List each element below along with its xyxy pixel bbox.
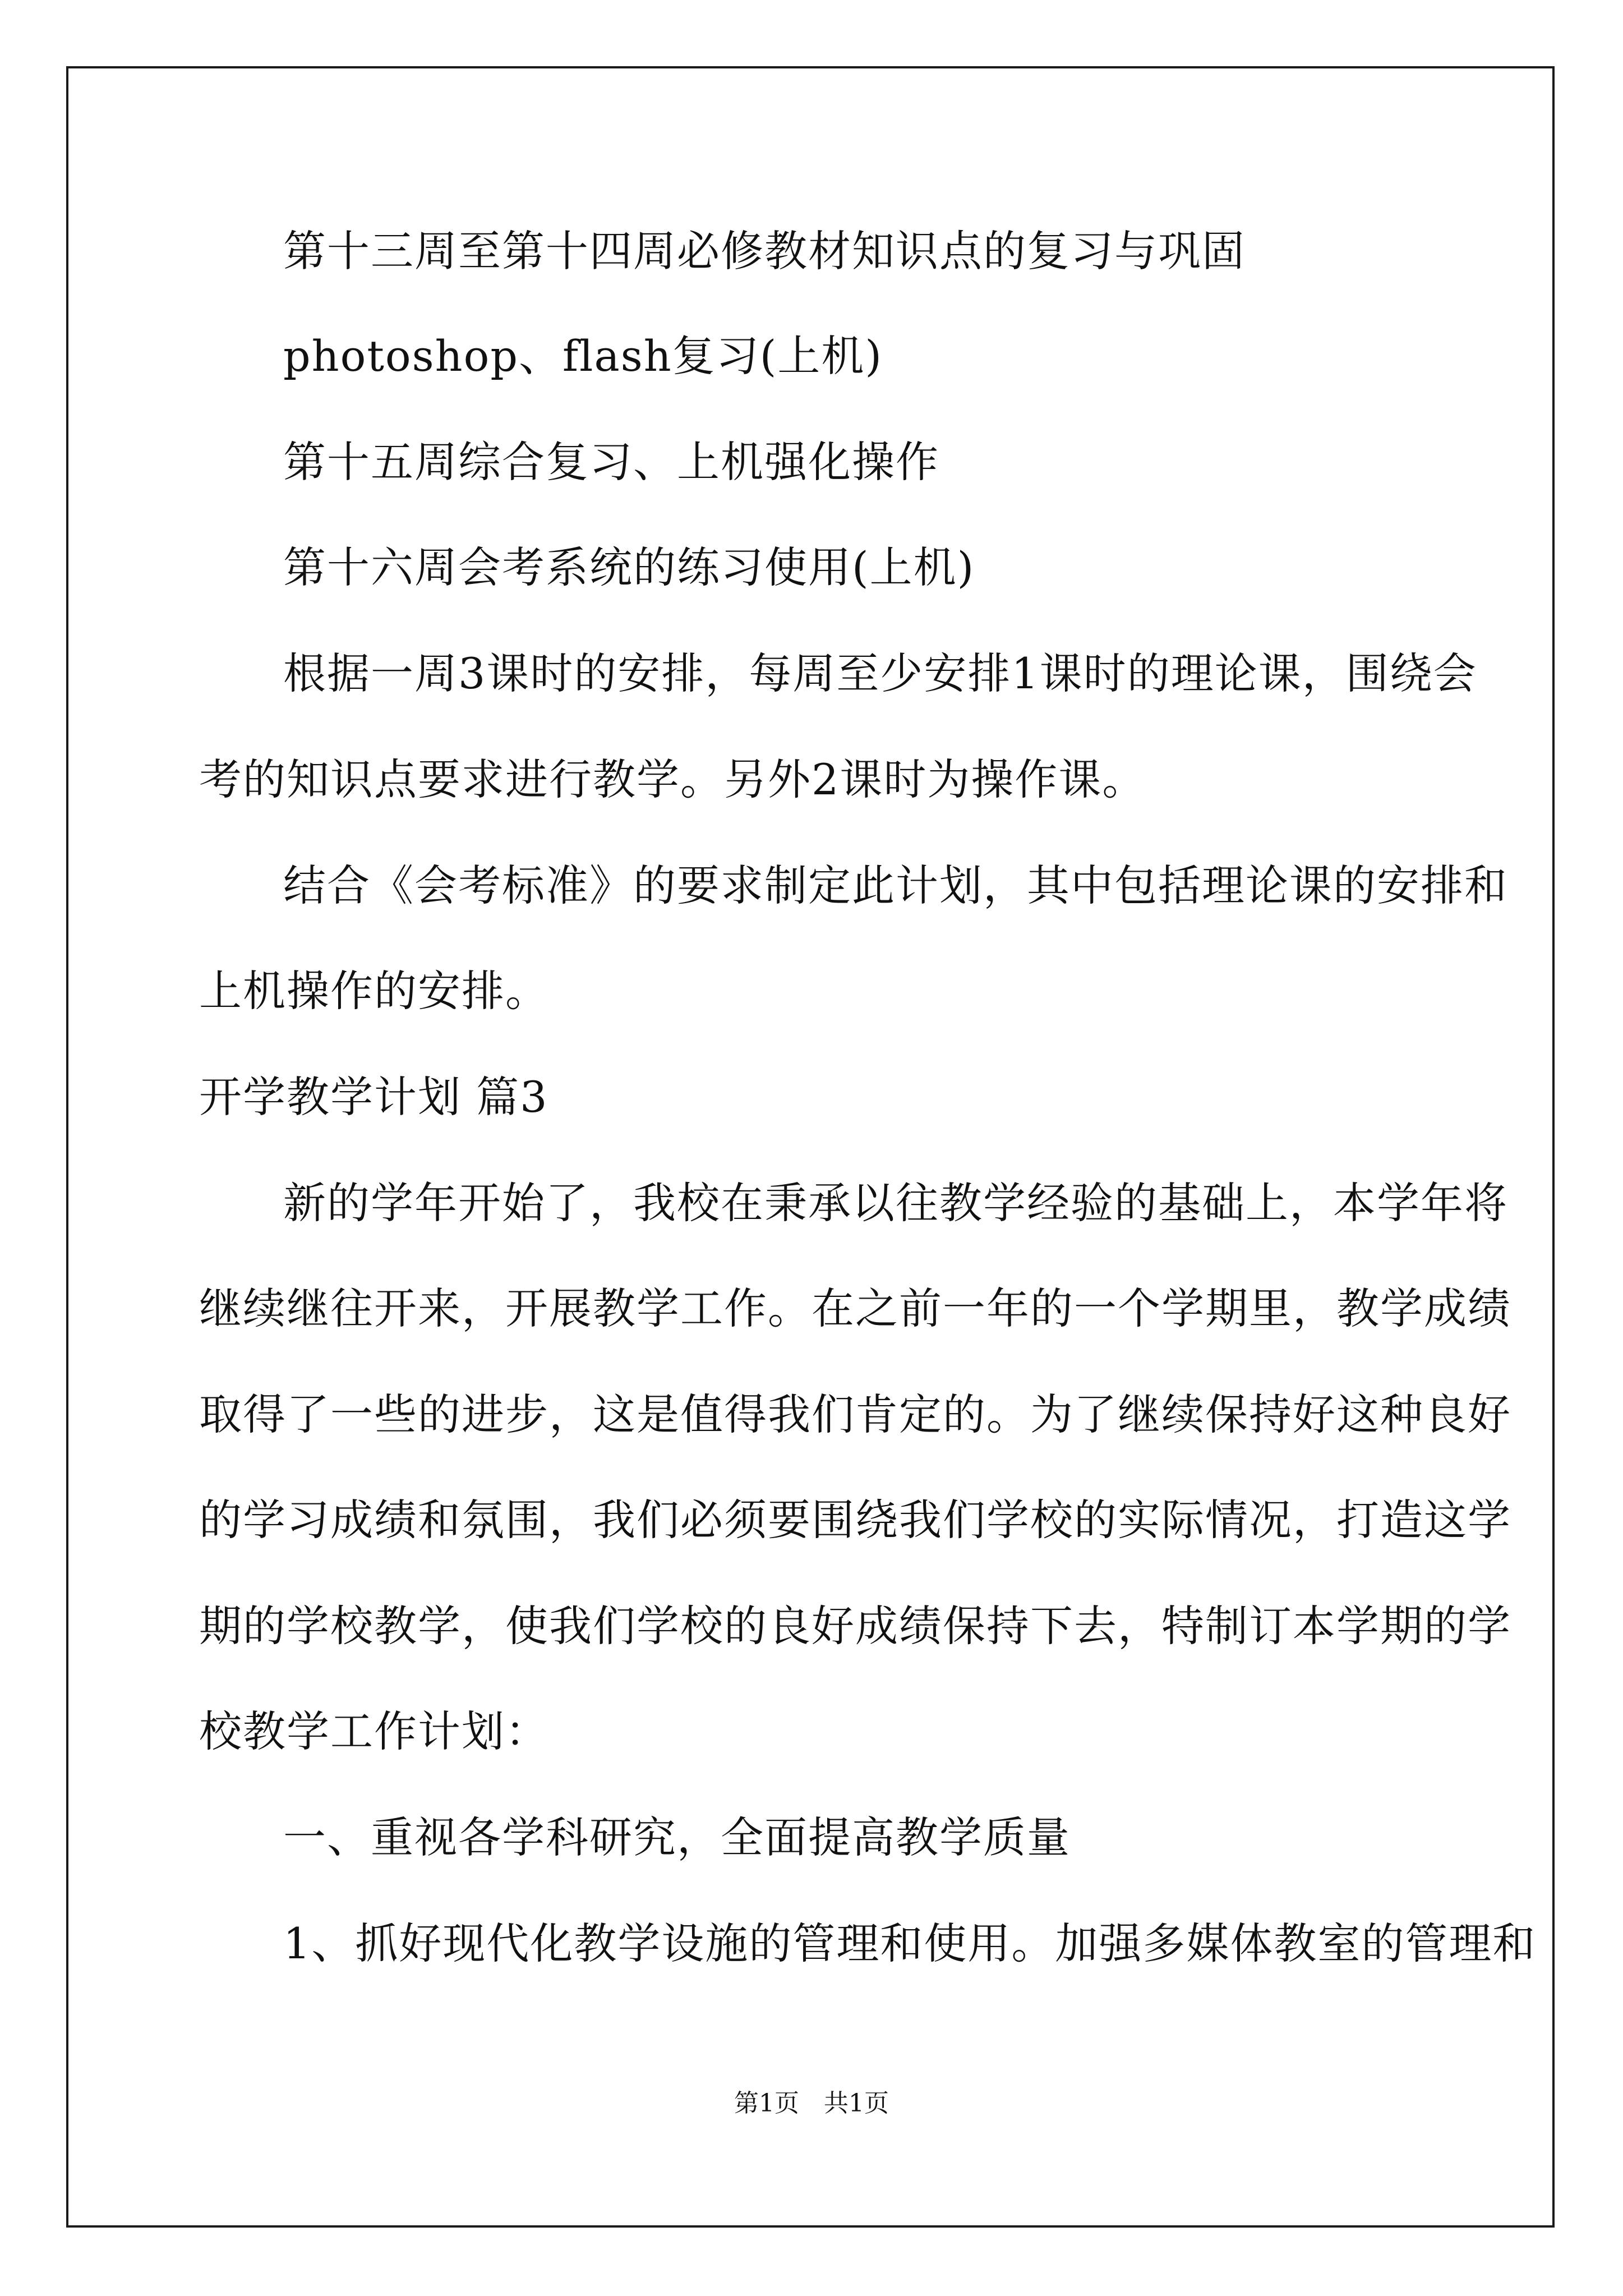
text-line: photoshop、flash复习(上机) xyxy=(283,331,883,381)
text-line: 校教学工作计划： xyxy=(199,1706,549,1756)
text-line: 取得了一些的进步，这是值得我们肯定的。为了继续保持好这种良好 xyxy=(199,1389,1511,1439)
text-line: 第十五周综合复习、上机强化操作 xyxy=(283,437,939,487)
text-line: 一、重视各学科研究，全面提高教学质量 xyxy=(283,1812,1071,1862)
page-number: 第1页 共1页 xyxy=(734,2089,889,2118)
text-line: 考的知识点要求进行教学。另外2课时为操作课。 xyxy=(199,754,1146,804)
text-line: 的学习成绩和氛围，我们必须要围绕我们学校的实际情况，打造这学 xyxy=(199,1495,1511,1545)
text-line: 期的学校教学，使我们学校的良好成绩保持下去，特制订本学期的学 xyxy=(199,1601,1511,1651)
text-line: 继续继往开来，开展教学工作。在之前一年的一个学期里，教学成绩 xyxy=(199,1283,1511,1333)
section-heading: 开学教学计划 篇3 xyxy=(199,1072,548,1122)
text-line: 第十六周会考系统的练习使用(上机) xyxy=(283,542,975,592)
text-line: 上机操作的安排。 xyxy=(199,966,549,1016)
text-line: 结合《会考标准》的要求制定此计划，其中包括理论课的安排和 xyxy=(283,861,1508,910)
text-line: 新的学年开始了，我校在秉承以往教学经验的基础上，本学年将 xyxy=(283,1178,1508,1228)
page-border xyxy=(66,66,1555,2228)
text-line: 第十三周至第十四周必修教材知识点的复习与巩固 xyxy=(283,226,1246,276)
text-line: 1、抓好现代化教学设施的管理和使用。加强多媒体教室的管理和 xyxy=(283,1918,1537,1968)
text-line: 根据一周3课时的安排，每周至少安排1课时的理论课，围绕会 xyxy=(283,648,1477,698)
